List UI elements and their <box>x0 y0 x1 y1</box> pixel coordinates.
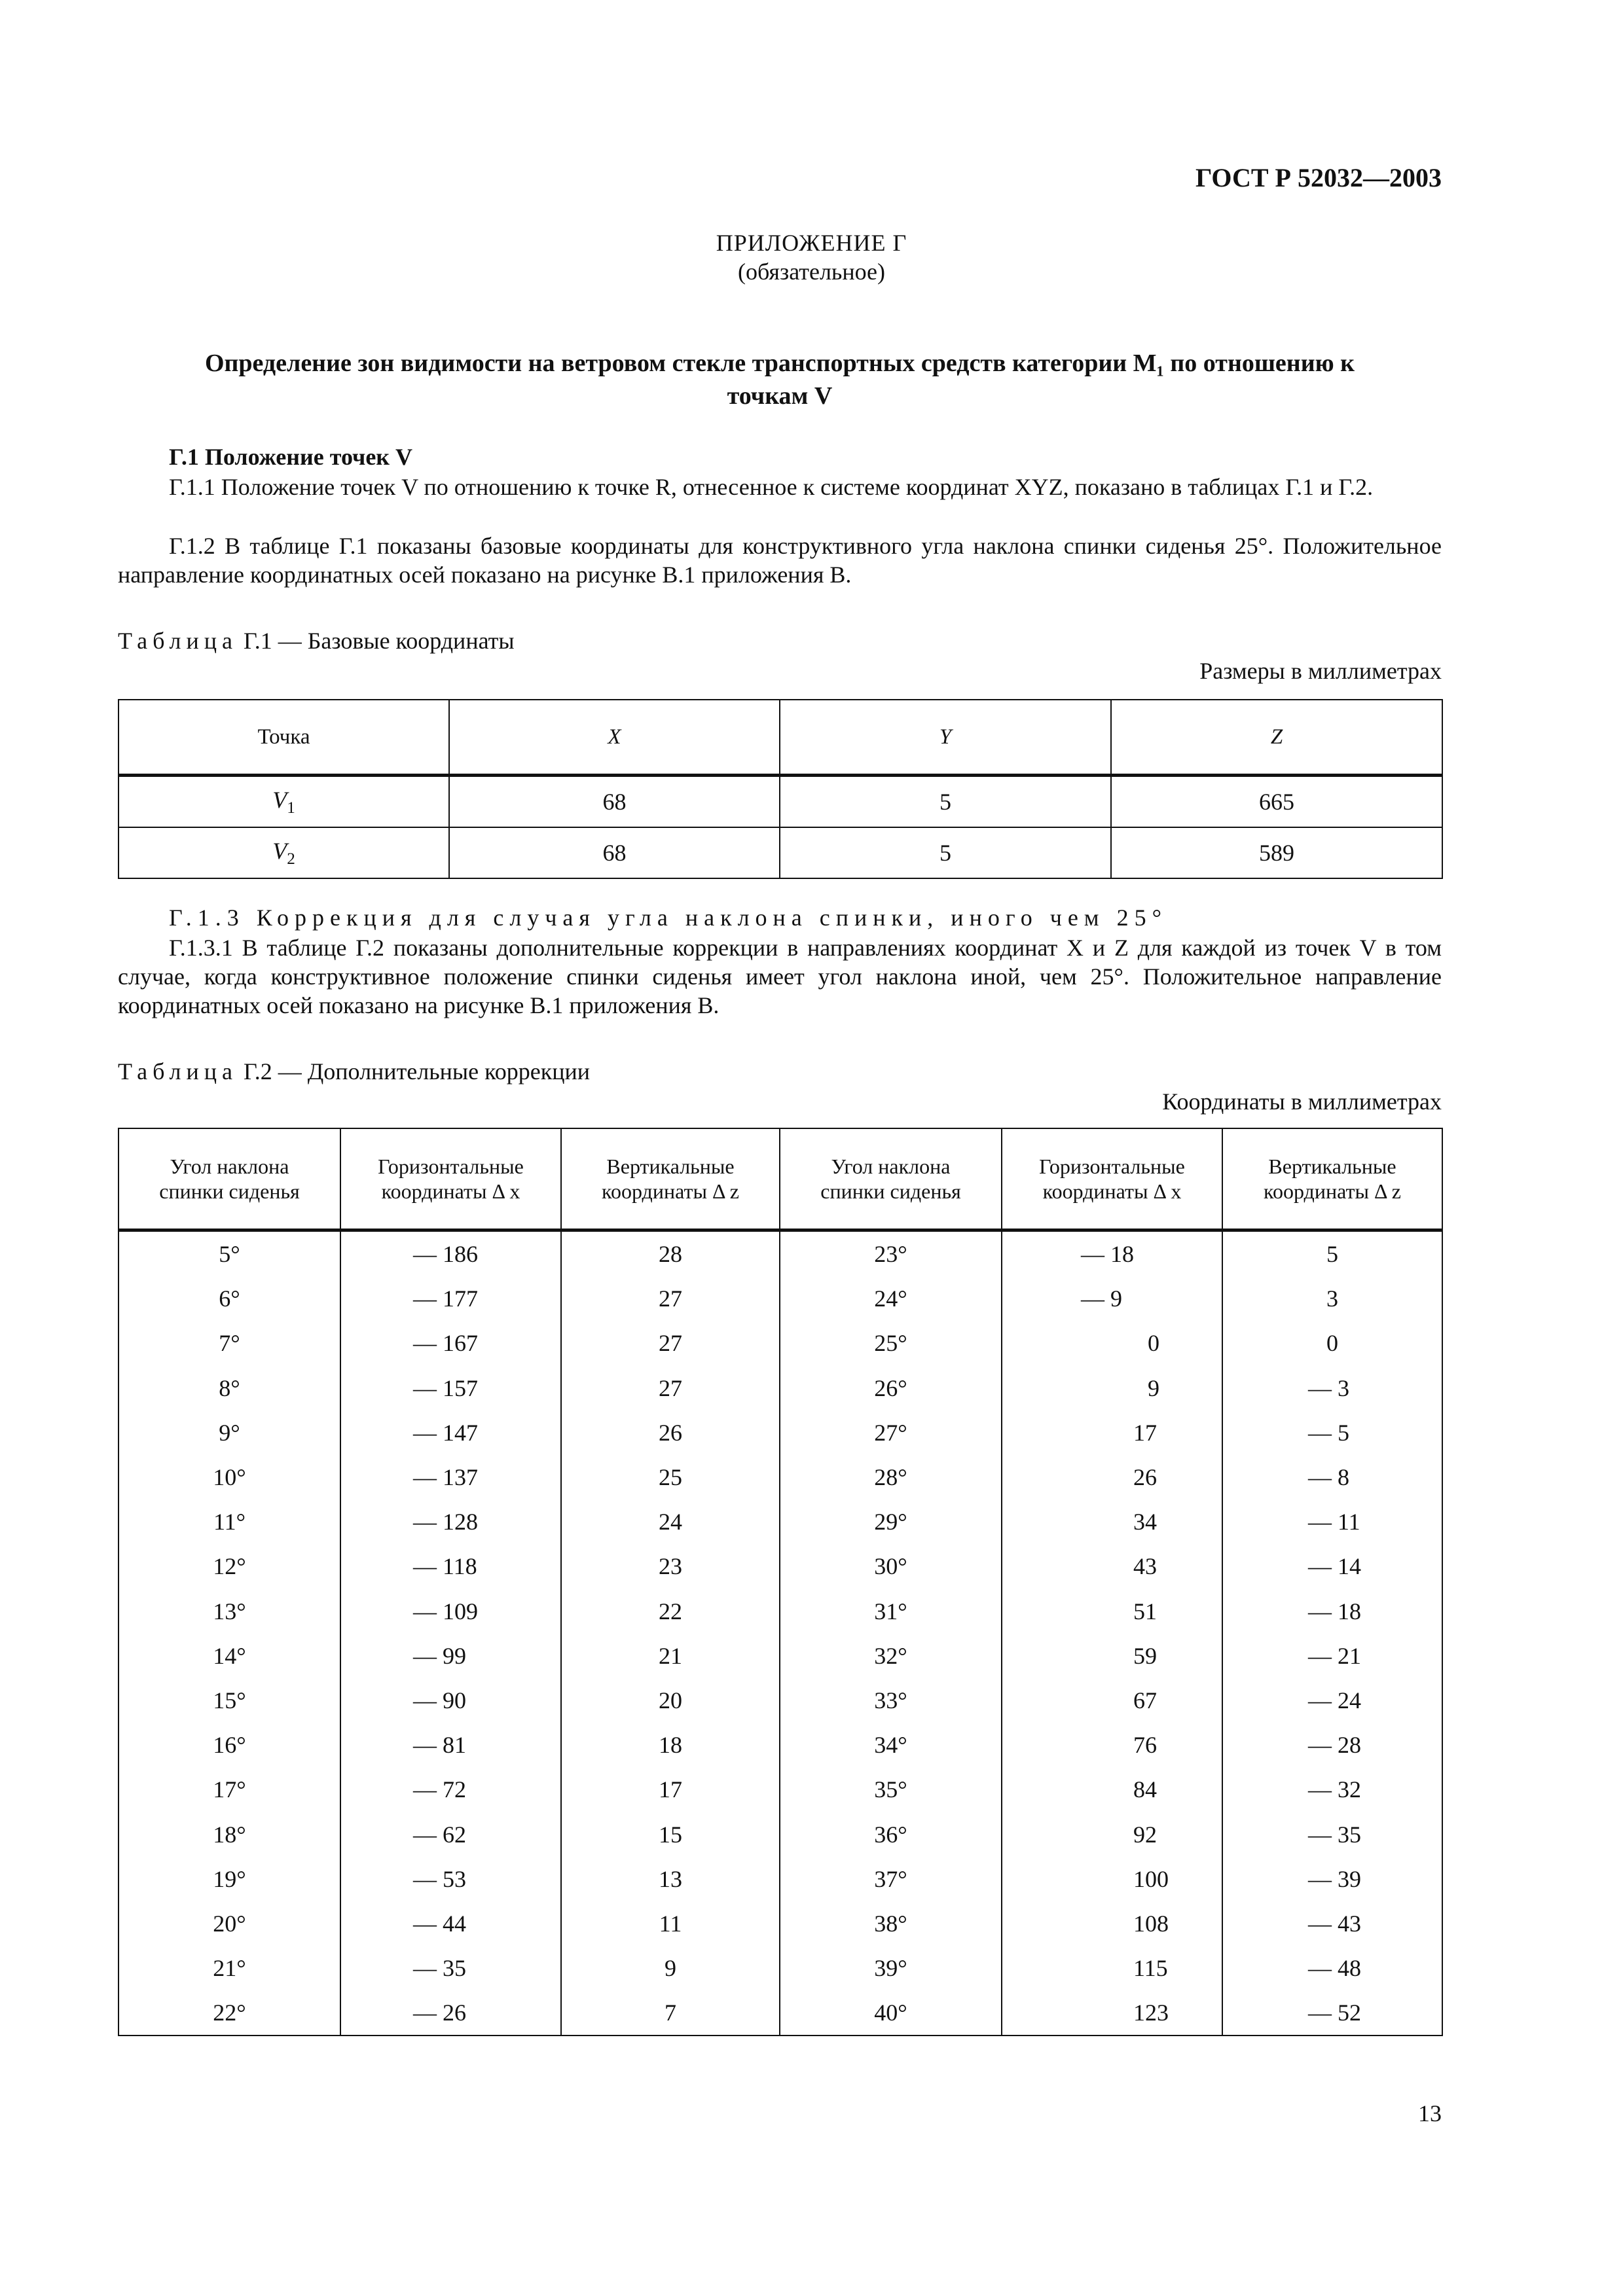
table2-cell-vertical-right: — 43 <box>1222 1901 1442 1946</box>
table2-cell-vertical-left: 28 <box>561 1230 780 1277</box>
table2-cell-vertical-left: 7 <box>561 1990 780 2036</box>
table2-cell-horizontal-left: — 26 <box>340 1990 561 2036</box>
table-row <box>119 1990 1442 2036</box>
table2-cell-horizontal-left: — 44 <box>340 1901 561 1946</box>
table2-cell-horizontal-left: — 167 <box>340 1321 561 1365</box>
table2-cell-horizontal-right: 17 <box>1002 1410 1222 1455</box>
table2-caption-label: Таблица <box>118 1058 238 1085</box>
table2-cell-angle-left: 22° <box>119 1990 340 2036</box>
table2-cell-angle-left: 19° <box>119 1857 340 1901</box>
table-row <box>119 1544 1442 1588</box>
table2-cell-angle-left: 15° <box>119 1678 340 1723</box>
table2-cell-vertical-left: 27 <box>561 1366 780 1410</box>
table2-cell-angle-left: 13° <box>119 1589 340 1634</box>
table2-cell-angle-right: 23° <box>780 1230 1002 1277</box>
table2-cell-vertical-left: 23 <box>561 1544 780 1588</box>
table1-cell-y: 5 <box>780 776 1111 828</box>
table2-cell-vertical-left: 13 <box>561 1857 780 1901</box>
table1-header-z: Z <box>1111 700 1442 776</box>
table2-cell-vertical-left: 9 <box>561 1946 780 1990</box>
table2 <box>118 1128 1443 2036</box>
table2-cell-horizontal-right: 84 <box>1002 1767 1222 1812</box>
table2-cell-angle-right: 37° <box>780 1857 1002 1901</box>
appendix-title: ПРИЛОЖЕНИЕ Г <box>716 230 907 256</box>
table2-cell-angle-left: 6° <box>119 1276 340 1321</box>
table-row <box>119 1767 1442 1812</box>
table2-cell-horizontal-left: — 109 <box>340 1589 561 1634</box>
table-row <box>119 1901 1442 1946</box>
table1-cell-x: 68 <box>449 776 780 828</box>
table2-cell-vertical-right: — 3 <box>1222 1366 1442 1410</box>
table2-cell-angle-left: 17° <box>119 1767 340 1812</box>
table1-caption-rest: Г.1 — Базовые координаты <box>243 628 515 654</box>
table-row <box>119 1946 1442 1990</box>
table2-cell-angle-left: 14° <box>119 1634 340 1678</box>
table1 <box>118 699 1443 879</box>
table2-cell-vertical-left: 15 <box>561 1812 780 1856</box>
table-row <box>119 1589 1442 1634</box>
table2-cell-horizontal-right: 123 <box>1002 1990 1222 2036</box>
table-row <box>119 1499 1442 1544</box>
table2-cell-angle-left: 9° <box>119 1410 340 1455</box>
table2-caption-rest: Г.2 — Дополнительные коррекции <box>243 1058 591 1085</box>
table2-cell-angle-left: 10° <box>119 1455 340 1499</box>
table-row <box>119 1812 1442 1856</box>
table2-cell-vertical-right: — 24 <box>1222 1678 1442 1723</box>
table-row <box>119 827 1442 878</box>
table2-cell-angle-left: 11° <box>119 1499 340 1544</box>
table2-cell-horizontal-left: — 118 <box>340 1544 561 1588</box>
table2-header-horizontal: Горизонтальные координаты Δ x <box>1002 1128 1222 1230</box>
table2-cell-angle-left: 7° <box>119 1321 340 1365</box>
table-row <box>119 1321 1442 1365</box>
table2-cell-horizontal-right: 26 <box>1002 1455 1222 1499</box>
table2-cell-angle-left: 21° <box>119 1946 340 1990</box>
table1-cell-point: $V_2$ <box>119 827 449 878</box>
table2-cell-horizontal-left: — 81 <box>340 1723 561 1767</box>
table2-cell-horizontal-left: — 186 <box>340 1230 561 1277</box>
table2-cell-horizontal-right: — 18 <box>1002 1230 1222 1277</box>
table-row <box>119 1678 1442 1723</box>
table1-header-point: Точка <box>119 700 449 776</box>
table2-header-horizontal: Горизонтальные координаты Δ x <box>340 1128 561 1230</box>
table2-cell-horizontal-right: 108 <box>1002 1901 1222 1946</box>
paragraph-g1-2: Г.1.2 В таблице Г.1 показаны базовые координаты для конструктивного угла наклона спинки сиденья 25°. Положительное направление координатных осей показано на рисунке В.1 приложения В. <box>118 533 1442 588</box>
table2-cell-angle-right: 30° <box>780 1544 1002 1588</box>
table2-cell-vertical-left: 27 <box>561 1321 780 1365</box>
table2-cell-horizontal-left: — 177 <box>340 1276 561 1321</box>
table2-cell-vertical-right: — 35 <box>1222 1812 1442 1856</box>
table2-header-vertical: Вертикальные координаты Δ z <box>1222 1128 1442 1230</box>
table2-cell-horizontal-right: 115 <box>1002 1946 1222 1990</box>
table1-cell-point: $V_1$ <box>119 776 449 828</box>
table2-cell-horizontal-right: 92 <box>1002 1812 1222 1856</box>
table2-cell-angle-left: 16° <box>119 1723 340 1767</box>
table2-cell-angle-right: 34° <box>780 1723 1002 1767</box>
table2-header-row <box>119 1128 1442 1230</box>
table2-cell-horizontal-left: — 157 <box>340 1366 561 1410</box>
table2-cell-horizontal-left: — 35 <box>340 1946 561 1990</box>
paragraph-g1-3: Г.1.3 Коррекция для случая угла наклона спинки, иного чем 25° <box>169 905 1167 931</box>
table2-cell-angle-right: 36° <box>780 1812 1002 1856</box>
table2-cell-horizontal-right: 100 <box>1002 1857 1222 1901</box>
table2-cell-angle-right: 33° <box>780 1678 1002 1723</box>
table2-cell-vertical-left: 20 <box>561 1678 780 1723</box>
table1-cell-y: 5 <box>780 827 1111 878</box>
table1-caption <box>118 627 515 655</box>
section-title-line-2: точкам V <box>727 382 833 410</box>
table2-cell-angle-right: 38° <box>780 1901 1002 1946</box>
table2-cell-vertical-right: — 5 <box>1222 1410 1442 1455</box>
table2-cell-vertical-left: 18 <box>561 1723 780 1767</box>
table2-cell-horizontal-right: 51 <box>1002 1589 1222 1634</box>
table2-cell-vertical-left: 25 <box>561 1455 780 1499</box>
table-row <box>119 776 1442 828</box>
table2-cell-horizontal-right: 67 <box>1002 1678 1222 1723</box>
table2-cell-vertical-right: — 11 <box>1222 1499 1442 1544</box>
table2-cell-angle-right: 25° <box>780 1321 1002 1365</box>
table2-header-angle: Угол наклона спинки сиденья <box>780 1128 1002 1230</box>
table2-cell-angle-right: 35° <box>780 1767 1002 1812</box>
table2-cell-angle-left: 18° <box>119 1812 340 1856</box>
table2-cell-vertical-right: — 28 <box>1222 1723 1442 1767</box>
table-row <box>119 1455 1442 1499</box>
table2-cell-horizontal-left: — 90 <box>340 1678 561 1723</box>
table2-cell-vertical-right: — 32 <box>1222 1767 1442 1812</box>
table2-cell-horizontal-left: — 137 <box>340 1455 561 1499</box>
table-row <box>119 1857 1442 1901</box>
table2-cell-angle-right: 27° <box>780 1410 1002 1455</box>
table2-cell-vertical-right: 5 <box>1222 1230 1442 1277</box>
table2-cell-angle-left: 5° <box>119 1230 340 1277</box>
paragraph-g1-3-1: Г.1.3.1 В таблице Г.2 показаны дополнительные коррекции в направлениях координат X и Z для каждой из точек V в том случае, когда конструктивное положение спинки сиденья имеет угол наклона иной, чем 25°. Положительное направление координатных осей показано на рисунке В.1 приложения В. <box>118 935 1442 1018</box>
standard-number: ГОСТ Р 52032—2003 <box>1195 163 1442 192</box>
table2-cell-horizontal-left: — 62 <box>340 1812 561 1856</box>
table2-units: Координаты в миллиметрах <box>1162 1088 1442 1115</box>
table1-cell-z: 589 <box>1111 827 1442 878</box>
table2-cell-horizontal-left: — 72 <box>340 1767 561 1812</box>
table2-cell-angle-right: 31° <box>780 1589 1002 1634</box>
table2-cell-horizontal-right: 0 <box>1002 1321 1222 1365</box>
table2-cell-horizontal-right: — 9 <box>1002 1276 1222 1321</box>
table-row <box>119 1723 1442 1767</box>
table2-cell-vertical-right: 0 <box>1222 1321 1442 1365</box>
table-row <box>119 1634 1442 1678</box>
table1-header-row <box>119 700 1442 776</box>
table-row <box>119 1230 1442 1277</box>
paragraph-g1-1: Г.1.1 Положение точек V по отношению к точке R, отнесенное к системе координат XYZ, показано в таблицах Г.1 и Г.2. <box>169 474 1374 500</box>
table2-cell-angle-right: 26° <box>780 1366 1002 1410</box>
section-title <box>118 347 1442 412</box>
table2-cell-horizontal-left: — 128 <box>340 1499 561 1544</box>
table2-cell-vertical-left: 27 <box>561 1276 780 1321</box>
table2-cell-angle-right: 28° <box>780 1455 1002 1499</box>
table2-cell-horizontal-left: — 147 <box>340 1410 561 1455</box>
table2-cell-vertical-left: 24 <box>561 1499 780 1544</box>
table-row <box>119 1366 1442 1410</box>
section-title-line-1: Определение зон видимости на ветровом стекле транспортных средств категории M₁ по отношению к <box>204 350 1355 377</box>
table2-cell-horizontal-right: 76 <box>1002 1723 1222 1767</box>
table2-cell-vertical-left: 26 <box>561 1410 780 1455</box>
table2-cell-vertical-right: — 14 <box>1222 1544 1442 1588</box>
table2-cell-angle-left: 20° <box>119 1901 340 1946</box>
table2-cell-angle-right: 24° <box>780 1276 1002 1321</box>
table2-cell-angle-right: 29° <box>780 1499 1002 1544</box>
table2-cell-angle-left: 8° <box>119 1366 340 1410</box>
table1-cell-x: 68 <box>449 827 780 878</box>
table1-caption-label: Таблица <box>118 628 238 654</box>
table2-cell-angle-right: 32° <box>780 1634 1002 1678</box>
table2-cell-horizontal-right: 43 <box>1002 1544 1222 1588</box>
table2-cell-vertical-right: — 48 <box>1222 1946 1442 1990</box>
table2-cell-vertical-right: — 52 <box>1222 1990 1442 2036</box>
table2-caption <box>118 1058 590 1085</box>
table2-cell-horizontal-right: 34 <box>1002 1499 1222 1544</box>
table2-cell-vertical-right: — 18 <box>1222 1589 1442 1634</box>
table2-cell-horizontal-left: — 99 <box>340 1634 561 1678</box>
table2-cell-horizontal-right: 59 <box>1002 1634 1222 1678</box>
subsection-title: Г.1 Положение точек V <box>169 444 413 470</box>
table-row <box>119 1410 1442 1455</box>
table2-cell-vertical-right: — 39 <box>1222 1857 1442 1901</box>
table2-header-vertical: Вертикальные координаты Δ z <box>561 1128 780 1230</box>
table1-header-x: X <box>449 700 780 776</box>
table1-header-y: Y <box>780 700 1111 776</box>
table2-cell-vertical-left: 17 <box>561 1767 780 1812</box>
table1-units: Размеры в миллиметрах <box>1199 658 1442 684</box>
table2-cell-angle-left: 12° <box>119 1544 340 1588</box>
table2-cell-vertical-left: 11 <box>561 1901 780 1946</box>
table2-cell-angle-right: 39° <box>780 1946 1002 1990</box>
table2-cell-vertical-left: 21 <box>561 1634 780 1678</box>
table2-cell-horizontal-right: 9 <box>1002 1366 1222 1410</box>
appendix-subtitle: (обязательное) <box>738 259 885 285</box>
table2-header-angle: Угол наклона спинки сиденья <box>119 1128 340 1230</box>
table2-cell-vertical-right: — 21 <box>1222 1634 1442 1678</box>
table1-cell-z: 665 <box>1111 776 1442 828</box>
table2-cell-angle-right: 40° <box>780 1990 1002 2036</box>
table2-cell-vertical-right: 3 <box>1222 1276 1442 1321</box>
page-number: 13 <box>1418 2100 1442 2126</box>
table2-cell-horizontal-left: — 53 <box>340 1857 561 1901</box>
table2-cell-vertical-right: — 8 <box>1222 1455 1442 1499</box>
table-row <box>119 1276 1442 1321</box>
table2-cell-vertical-left: 22 <box>561 1589 780 1634</box>
